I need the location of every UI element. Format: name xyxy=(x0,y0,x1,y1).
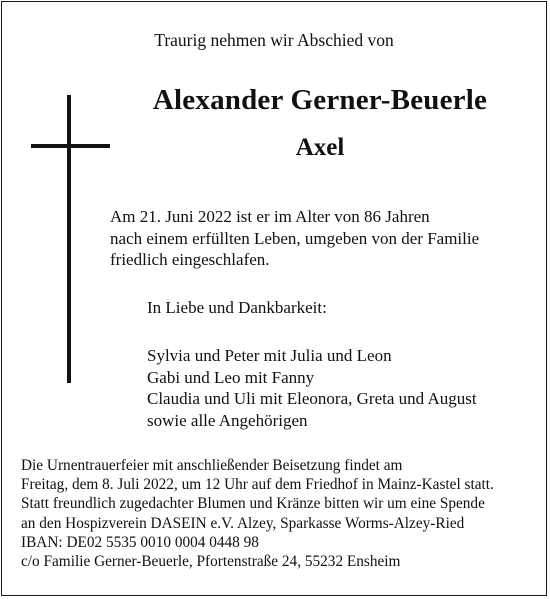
announcement-text xyxy=(110,206,540,271)
mourner-line: sowie alle Angehörigen xyxy=(147,410,308,430)
service-line: Die Urnentrauerfeier mit anschließender Beisetzung findet am xyxy=(21,457,403,474)
intro-text: Traurig nehmen wir Abschied von xyxy=(154,30,394,50)
service-line: an den Hospizverein DASEIN e.V. Alzey, Sparkasse Worms-Alzey-Ried xyxy=(21,514,465,532)
deceased-name: Alexander Gerner-Beuerle xyxy=(152,84,488,116)
service-line: c/o Familie Gerner-Beuerle, Pfortenstraße 24, 55232 Ensheim xyxy=(21,553,401,571)
mourner-line: Claudia und Uli mit Eleonora, Greta und August xyxy=(147,389,477,408)
announcement-line: Am 21. Juni 2022 ist er im Alter von 86 Jahren xyxy=(110,207,430,226)
announcement-line: nach einem erfüllten Leben, umgeben von der Familie xyxy=(110,228,480,248)
service-line: Freitag, dem 8. Juli 2022, um 12 Uhr auf dem Friedhof in Mainz-Kastel statt. xyxy=(21,476,494,494)
deceased-nickname: Axel xyxy=(295,134,345,161)
thanks-line: In Liebe und Dankbarkeit: xyxy=(147,298,327,317)
mourners-list xyxy=(147,345,537,431)
cross-horizontal-bar xyxy=(31,144,110,148)
service-line: IBAN: DE02 5535 0010 0004 0448 98 xyxy=(21,533,259,551)
cross-vertical-bar xyxy=(67,95,71,383)
obituary-notice xyxy=(1,1,547,596)
announcement-line: friedlich eingeschlafen. xyxy=(110,250,270,269)
funeral-service-info xyxy=(21,456,541,571)
mourner-line: Sylvia und Peter mit Julia und Leon xyxy=(147,346,392,365)
mourner-line: Gabi und Leo mit Fanny xyxy=(147,367,315,387)
service-line: Statt freundlich zugedachter Blumen und Kränze bitten wir um eine Spende xyxy=(21,495,485,513)
